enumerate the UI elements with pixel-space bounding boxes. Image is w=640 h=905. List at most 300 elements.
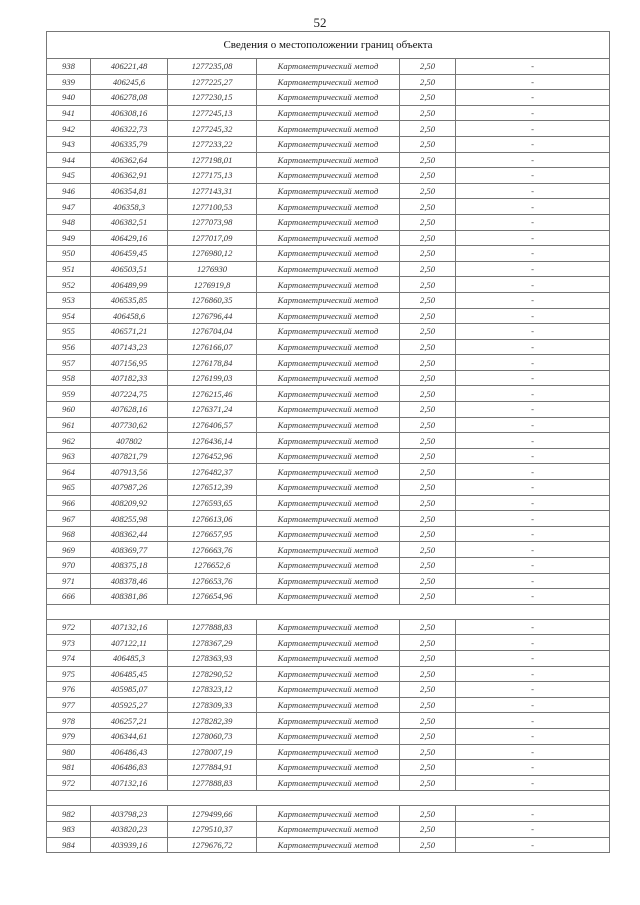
method-cell: Картометрический метод: [257, 542, 400, 558]
block-separator: [47, 791, 610, 806]
method-cell: Картометрический метод: [257, 666, 400, 682]
description-cell: -: [456, 402, 610, 418]
point-number-cell: 978: [47, 713, 91, 729]
coordinate-x-cell: 408362,44: [91, 526, 168, 542]
point-number-cell: 961: [47, 417, 91, 433]
description-cell: -: [456, 619, 610, 635]
method-cell: Картометрический метод: [257, 121, 400, 137]
method-cell: Картометрический метод: [257, 728, 400, 744]
precision-cell: 2,50: [400, 246, 456, 262]
coordinate-x-cell: 407132,16: [91, 619, 168, 635]
coordinate-y-cell: 1278060,73: [168, 728, 257, 744]
coordinate-y-cell: 1276663,76: [168, 542, 257, 558]
description-cell: -: [456, 635, 610, 651]
description-cell: -: [456, 511, 610, 527]
description-cell: -: [456, 136, 610, 152]
coordinate-y-cell: 1276166,07: [168, 339, 257, 355]
coordinate-y-cell: 1278363,93: [168, 650, 257, 666]
table-row: [47, 230, 610, 246]
description-cell: -: [456, 261, 610, 277]
coordinate-x-cell: 407156,95: [91, 355, 168, 371]
description-cell: -: [456, 355, 610, 371]
coordinate-y-cell: 1276980,12: [168, 246, 257, 262]
point-number-cell: 971: [47, 573, 91, 589]
coordinate-y-cell: 1276199,03: [168, 370, 257, 386]
table-row: [47, 448, 610, 464]
method-cell: Картометрический метод: [257, 152, 400, 168]
coordinate-x-cell: 408375,18: [91, 558, 168, 574]
coordinate-y-cell: 1277888,83: [168, 775, 257, 791]
description-cell: -: [456, 713, 610, 729]
coordinate-x-cell: 407122,11: [91, 635, 168, 651]
description-cell: -: [456, 90, 610, 106]
coordinate-x-cell: 407143,23: [91, 339, 168, 355]
table-row: [47, 526, 610, 542]
method-cell: Картометрический метод: [257, 324, 400, 340]
coordinate-x-cell: 406221,48: [91, 59, 168, 75]
table-row: [47, 760, 610, 776]
coordinate-y-cell: 1277884,91: [168, 760, 257, 776]
coordinate-x-cell: 406486,83: [91, 760, 168, 776]
description-cell: -: [456, 59, 610, 75]
table-row: [47, 821, 610, 837]
coordinate-x-cell: 405925,27: [91, 697, 168, 713]
method-cell: Картометрический метод: [257, 183, 400, 199]
point-number-cell: 983: [47, 821, 91, 837]
precision-cell: 2,50: [400, 355, 456, 371]
table-row: [47, 417, 610, 433]
boundary-coordinates-table: [46, 31, 610, 853]
description-cell: -: [456, 744, 610, 760]
description-cell: -: [456, 558, 610, 574]
point-number-cell: 969: [47, 542, 91, 558]
point-number-cell: 939: [47, 74, 91, 90]
method-cell: Картометрический метод: [257, 573, 400, 589]
description-cell: -: [456, 105, 610, 121]
table-row: [47, 744, 610, 760]
point-number-cell: 980: [47, 744, 91, 760]
point-number-cell: 975: [47, 666, 91, 682]
description-cell: -: [456, 386, 610, 402]
precision-cell: 2,50: [400, 682, 456, 698]
point-number-cell: 967: [47, 511, 91, 527]
description-cell: -: [456, 339, 610, 355]
table-row: [47, 589, 610, 605]
point-number-cell: 944: [47, 152, 91, 168]
method-cell: Картометрический метод: [257, 230, 400, 246]
coordinate-y-cell: 1276178,84: [168, 355, 257, 371]
precision-cell: 2,50: [400, 168, 456, 184]
table-row: [47, 121, 610, 137]
coordinate-y-cell: 1276482,37: [168, 464, 257, 480]
method-cell: Картометрический метод: [257, 558, 400, 574]
method-cell: Картометрический метод: [257, 713, 400, 729]
table-row: [47, 713, 610, 729]
point-number-cell: 963: [47, 448, 91, 464]
point-number-cell: 979: [47, 728, 91, 744]
method-cell: Картометрический метод: [257, 682, 400, 698]
precision-cell: 2,50: [400, 619, 456, 635]
point-number-cell: 956: [47, 339, 91, 355]
table-row: [47, 105, 610, 121]
point-number-cell: 941: [47, 105, 91, 121]
point-number-cell: 952: [47, 277, 91, 293]
coordinate-x-cell: 406503,51: [91, 261, 168, 277]
coordinate-y-cell: 1278007,19: [168, 744, 257, 760]
description-cell: -: [456, 433, 610, 449]
precision-cell: 2,50: [400, 744, 456, 760]
coordinate-x-cell: 406358,3: [91, 199, 168, 215]
block-separator-row: [47, 604, 610, 619]
precision-cell: 2,50: [400, 666, 456, 682]
coordinate-x-cell: 407182,33: [91, 370, 168, 386]
method-cell: Картометрический метод: [257, 619, 400, 635]
coordinate-x-cell: 407132,16: [91, 775, 168, 791]
table-title: Сведения о местоположении границ объекта: [47, 32, 610, 59]
table-row: [47, 199, 610, 215]
coordinate-x-cell: 405985,07: [91, 682, 168, 698]
precision-cell: 2,50: [400, 526, 456, 542]
description-cell: -: [456, 121, 610, 137]
precision-cell: 2,50: [400, 152, 456, 168]
description-cell: -: [456, 74, 610, 90]
table-row: [47, 775, 610, 791]
method-cell: Картометрический метод: [257, 511, 400, 527]
coordinate-y-cell: 1277233,22: [168, 136, 257, 152]
point-number-cell: 954: [47, 308, 91, 324]
coordinate-y-cell: 1276657,95: [168, 526, 257, 542]
precision-cell: 2,50: [400, 635, 456, 651]
table-row: [47, 635, 610, 651]
table-row: [47, 152, 610, 168]
coordinate-y-cell: 1277198,01: [168, 152, 257, 168]
point-number-cell: 965: [47, 480, 91, 496]
coordinate-x-cell: 403820,23: [91, 821, 168, 837]
block-separator: [47, 604, 610, 619]
precision-cell: 2,50: [400, 511, 456, 527]
table-row: [47, 168, 610, 184]
coordinate-x-cell: 406535,85: [91, 292, 168, 308]
coordinate-y-cell: 1277245,32: [168, 121, 257, 137]
point-number-cell: 981: [47, 760, 91, 776]
point-number-cell: 666: [47, 589, 91, 605]
precision-cell: 2,50: [400, 837, 456, 853]
point-number-cell: 977: [47, 697, 91, 713]
description-cell: -: [456, 682, 610, 698]
point-number-cell: 970: [47, 558, 91, 574]
point-number-cell: 947: [47, 199, 91, 215]
coordinate-x-cell: 407821,79: [91, 448, 168, 464]
precision-cell: 2,50: [400, 136, 456, 152]
table-row: [47, 728, 610, 744]
coordinate-y-cell: 1276371,24: [168, 402, 257, 418]
precision-cell: 2,50: [400, 261, 456, 277]
precision-cell: 2,50: [400, 558, 456, 574]
coordinate-x-cell: 406382,51: [91, 214, 168, 230]
point-number-cell: 940: [47, 90, 91, 106]
coordinate-x-cell: 406245,6: [91, 74, 168, 90]
description-cell: -: [456, 806, 610, 822]
coordinate-y-cell: 1277235,08: [168, 59, 257, 75]
coordinate-y-cell: 1276653,76: [168, 573, 257, 589]
description-cell: -: [456, 697, 610, 713]
method-cell: Картометрический метод: [257, 760, 400, 776]
table-row: [47, 495, 610, 511]
coordinate-y-cell: 1276593,65: [168, 495, 257, 511]
precision-cell: 2,50: [400, 59, 456, 75]
method-cell: Картометрический метод: [257, 355, 400, 371]
table-row: [47, 837, 610, 853]
coordinate-x-cell: 406485,45: [91, 666, 168, 682]
coordinate-x-cell: 406459,45: [91, 246, 168, 262]
coordinate-x-cell: 408255,98: [91, 511, 168, 527]
coordinate-x-cell: 406458,6: [91, 308, 168, 324]
precision-cell: 2,50: [400, 74, 456, 90]
description-cell: -: [456, 308, 610, 324]
method-cell: Картометрический метод: [257, 168, 400, 184]
method-cell: Картометрический метод: [257, 635, 400, 651]
description-cell: -: [456, 292, 610, 308]
table-body: [47, 32, 610, 853]
coordinate-x-cell: 406485,3: [91, 650, 168, 666]
method-cell: Картометрический метод: [257, 821, 400, 837]
precision-cell: 2,50: [400, 214, 456, 230]
coordinate-y-cell: 1277888,83: [168, 619, 257, 635]
description-cell: -: [456, 183, 610, 199]
precision-cell: 2,50: [400, 542, 456, 558]
table-row: [47, 246, 610, 262]
method-cell: Картометрический метод: [257, 386, 400, 402]
coordinate-y-cell: 1279676,72: [168, 837, 257, 853]
description-cell: -: [456, 480, 610, 496]
description-cell: -: [456, 214, 610, 230]
description-cell: -: [456, 417, 610, 433]
method-cell: Картометрический метод: [257, 448, 400, 464]
description-cell: -: [456, 573, 610, 589]
method-cell: Картометрический метод: [257, 806, 400, 822]
coordinate-y-cell: 1277100,53: [168, 199, 257, 215]
precision-cell: 2,50: [400, 90, 456, 106]
coordinate-y-cell: 1277143,31: [168, 183, 257, 199]
coordinate-y-cell: 1278290,52: [168, 666, 257, 682]
point-number-cell: 953: [47, 292, 91, 308]
table-row: [47, 339, 610, 355]
precision-cell: 2,50: [400, 277, 456, 293]
coordinate-y-cell: 1277245,13: [168, 105, 257, 121]
point-number-cell: 945: [47, 168, 91, 184]
description-cell: -: [456, 775, 610, 791]
point-number-cell: 962: [47, 433, 91, 449]
precision-cell: 2,50: [400, 324, 456, 340]
coordinate-y-cell: 1276406,57: [168, 417, 257, 433]
point-number-cell: 974: [47, 650, 91, 666]
coordinate-x-cell: 407987,26: [91, 480, 168, 496]
precision-cell: 2,50: [400, 589, 456, 605]
method-cell: Картометрический метод: [257, 136, 400, 152]
coordinate-y-cell: 1278323,12: [168, 682, 257, 698]
description-cell: -: [456, 760, 610, 776]
coordinate-y-cell: 1277017,09: [168, 230, 257, 246]
coordinate-y-cell: 1277175,13: [168, 168, 257, 184]
table-row: [47, 183, 610, 199]
description-cell: -: [456, 246, 610, 262]
coordinate-x-cell: 406354,81: [91, 183, 168, 199]
description-cell: -: [456, 324, 610, 340]
coordinate-x-cell: 403939,16: [91, 837, 168, 853]
point-number-cell: 946: [47, 183, 91, 199]
point-number-cell: 959: [47, 386, 91, 402]
coordinate-y-cell: 1276652,6: [168, 558, 257, 574]
table-row: [47, 666, 610, 682]
method-cell: Картометрический метод: [257, 277, 400, 293]
point-number-cell: 943: [47, 136, 91, 152]
precision-cell: 2,50: [400, 417, 456, 433]
method-cell: Картометрический метод: [257, 339, 400, 355]
coordinate-x-cell: 406362,91: [91, 168, 168, 184]
description-cell: -: [456, 666, 610, 682]
method-cell: Картометрический метод: [257, 59, 400, 75]
point-number-cell: 950: [47, 246, 91, 262]
method-cell: Картометрический метод: [257, 292, 400, 308]
coordinate-y-cell: 1276919,8: [168, 277, 257, 293]
method-cell: Картометрический метод: [257, 261, 400, 277]
coordinate-x-cell: 406335,79: [91, 136, 168, 152]
method-cell: Картометрический метод: [257, 370, 400, 386]
precision-cell: 2,50: [400, 650, 456, 666]
coordinate-y-cell: 1276215,46: [168, 386, 257, 402]
method-cell: Картометрический метод: [257, 199, 400, 215]
coordinate-x-cell: 406362,64: [91, 152, 168, 168]
coordinate-x-cell: 406322,73: [91, 121, 168, 137]
coordinate-y-cell: 1278309,33: [168, 697, 257, 713]
precision-cell: 2,50: [400, 806, 456, 822]
method-cell: Картометрический метод: [257, 775, 400, 791]
point-number-cell: 955: [47, 324, 91, 340]
description-cell: -: [456, 526, 610, 542]
point-number-cell: 972: [47, 619, 91, 635]
coordinate-y-cell: 1276452,96: [168, 448, 257, 464]
point-number-cell: 973: [47, 635, 91, 651]
coordinate-y-cell: 1276860,35: [168, 292, 257, 308]
table-row: [47, 261, 610, 277]
description-cell: -: [456, 464, 610, 480]
precision-cell: 2,50: [400, 464, 456, 480]
description-cell: -: [456, 542, 610, 558]
table-title-row: [47, 32, 610, 59]
precision-cell: 2,50: [400, 199, 456, 215]
precision-cell: 2,50: [400, 760, 456, 776]
coordinate-x-cell: 406278,08: [91, 90, 168, 106]
description-cell: -: [456, 370, 610, 386]
table-row: [47, 697, 610, 713]
coordinate-y-cell: 1277073,98: [168, 214, 257, 230]
method-cell: Картометрический метод: [257, 417, 400, 433]
coordinate-y-cell: 1277225,27: [168, 74, 257, 90]
point-number-cell: 942: [47, 121, 91, 137]
point-number-cell: 982: [47, 806, 91, 822]
precision-cell: 2,50: [400, 495, 456, 511]
table-row: [47, 74, 610, 90]
coordinate-y-cell: 1276436,14: [168, 433, 257, 449]
coordinate-x-cell: 408369,77: [91, 542, 168, 558]
table-row: [47, 59, 610, 75]
precision-cell: 2,50: [400, 713, 456, 729]
point-number-cell: 972: [47, 775, 91, 791]
method-cell: Картометрический метод: [257, 464, 400, 480]
coordinate-x-cell: 406489,99: [91, 277, 168, 293]
precision-cell: 2,50: [400, 728, 456, 744]
coordinate-x-cell: 406571,21: [91, 324, 168, 340]
coordinate-x-cell: 406257,21: [91, 713, 168, 729]
table-row: [47, 370, 610, 386]
point-number-cell: 957: [47, 355, 91, 371]
precision-cell: 2,50: [400, 370, 456, 386]
page-number: 52: [313, 15, 327, 30]
precision-cell: 2,50: [400, 821, 456, 837]
method-cell: Картометрический метод: [257, 697, 400, 713]
table-row: [47, 324, 610, 340]
precision-cell: 2,50: [400, 775, 456, 791]
table-row: [47, 355, 610, 371]
description-cell: -: [456, 448, 610, 464]
method-cell: Картометрический метод: [257, 402, 400, 418]
table-row: [47, 433, 610, 449]
coordinate-x-cell: 406429,16: [91, 230, 168, 246]
table-row: [47, 464, 610, 480]
coordinate-x-cell: 407802: [91, 433, 168, 449]
description-cell: -: [456, 199, 610, 215]
coordinate-x-cell: 407224,75: [91, 386, 168, 402]
coordinate-y-cell: 1276796,44: [168, 308, 257, 324]
description-cell: -: [456, 650, 610, 666]
table-row: [47, 386, 610, 402]
table-row: [47, 90, 610, 106]
description-cell: -: [456, 837, 610, 853]
method-cell: Картометрический метод: [257, 589, 400, 605]
coordinate-x-cell: 407730,62: [91, 417, 168, 433]
coordinate-y-cell: 1279499,66: [168, 806, 257, 822]
precision-cell: 2,50: [400, 480, 456, 496]
method-cell: Картометрический метод: [257, 90, 400, 106]
method-cell: Картометрический метод: [257, 433, 400, 449]
coordinate-y-cell: 1276512,39: [168, 480, 257, 496]
coordinate-x-cell: 403798,23: [91, 806, 168, 822]
method-cell: Картометрический метод: [257, 246, 400, 262]
table-row: [47, 619, 610, 635]
description-cell: -: [456, 168, 610, 184]
precision-cell: 2,50: [400, 386, 456, 402]
precision-cell: 2,50: [400, 105, 456, 121]
coordinate-x-cell: 406308,16: [91, 105, 168, 121]
description-cell: -: [456, 495, 610, 511]
coordinate-y-cell: 1278282,39: [168, 713, 257, 729]
method-cell: Картометрический метод: [257, 837, 400, 853]
precision-cell: 2,50: [400, 448, 456, 464]
table-row: [47, 558, 610, 574]
point-number-cell: 938: [47, 59, 91, 75]
table-row: [47, 402, 610, 418]
point-number-cell: 960: [47, 402, 91, 418]
coordinate-x-cell: 406486,43: [91, 744, 168, 760]
point-number-cell: 948: [47, 214, 91, 230]
method-cell: Картометрический метод: [257, 74, 400, 90]
point-number-cell: 949: [47, 230, 91, 246]
point-number-cell: 976: [47, 682, 91, 698]
coordinate-y-cell: 1277230,15: [168, 90, 257, 106]
table-row: [47, 277, 610, 293]
table-row: [47, 542, 610, 558]
table-row: [47, 292, 610, 308]
